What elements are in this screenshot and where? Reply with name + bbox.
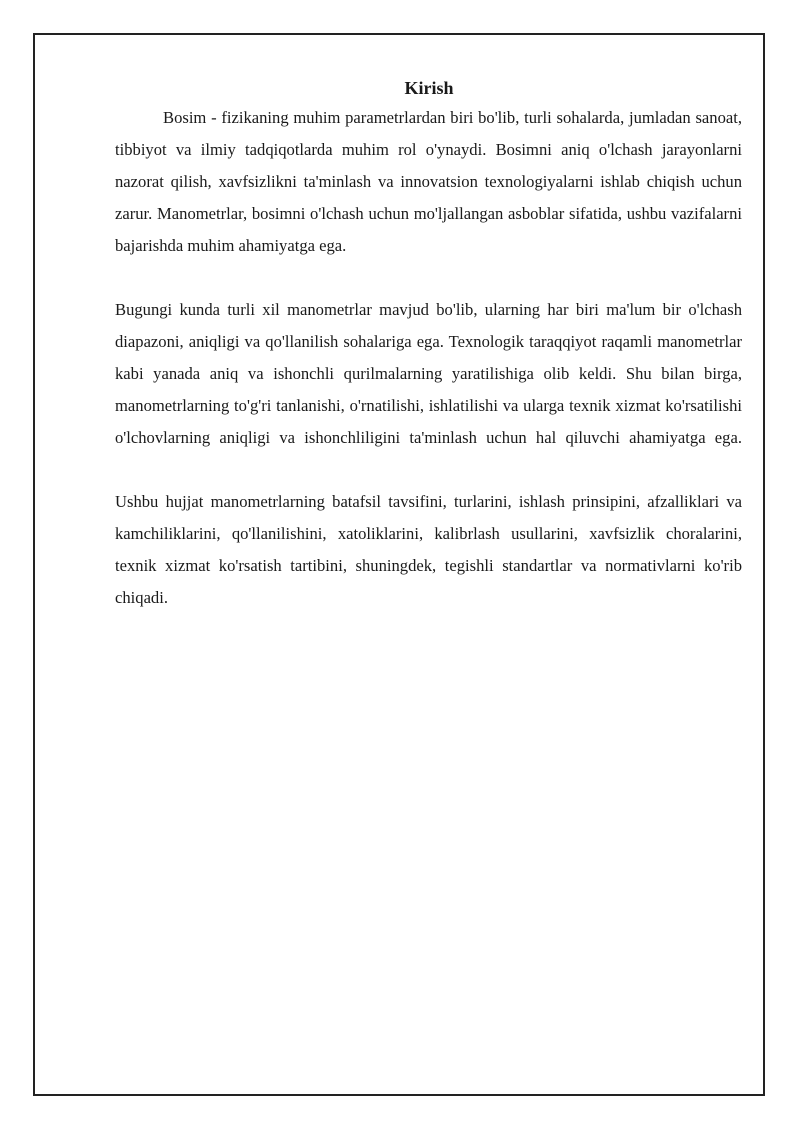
document-body xyxy=(115,74,742,614)
paragraph-manometer-types: Bugungi kunda turli xil manometrlar mavjud bo'lib, ularning har biri ma'lum bir o'lchash diapazoni, aniqligi va qo'llanilish sohalariga ega. Texnologik taraqqiyot raqamli manometrlar kabi yanada aniq va ishonchli qurilmalarning yaratilishiga olib keldi. Shu bilan birga, manometrlarning to'g'ri tanlanishi, o'rnatilishi, ishlatilishi va ularga texnik xizmat ko'rsatilishi o'lchovlarning aniqligi va ishonchliligini ta'minlash uchun hal qiluvchi ahamiyatga ega. xyxy=(115,300,742,447)
document-title: Kirish xyxy=(404,78,454,98)
paragraph-document-scope: Ushbu hujjat manometrlarning batafsil tavsifini, turlarini, ishlash prinsipini, afzalliklari va kamchiliklarini, qo'llanilishini, xatoliklarini, kalibrlash usullarini, xavfsizlik choralarini, texnik xizmat ko'rsatish tartibini, shuningdek, tegishli standartlar va normativlarni ko'rib chiqadi. xyxy=(115,492,742,607)
paragraph-intro: Bosim - fizikaning muhim parametrlardan biri bo'lib, turli sohalarda, jumladan sanoat, tibbiyot va ilmiy tadqiqotlarda muhim rol o'ynaydi. Bosimni aniq o'lchash jarayonlarni nazorat qilish, xavfsizlikni ta'minlash va innovatsion texnologiyalarni ishlab chiqish uchun zarur. Manometrlar, bosimni o'lchash uchun mo'ljallangan asboblar sifatida, ushbu vazifalarni bajarishda muhim ahamiyatga ega. xyxy=(115,108,742,255)
